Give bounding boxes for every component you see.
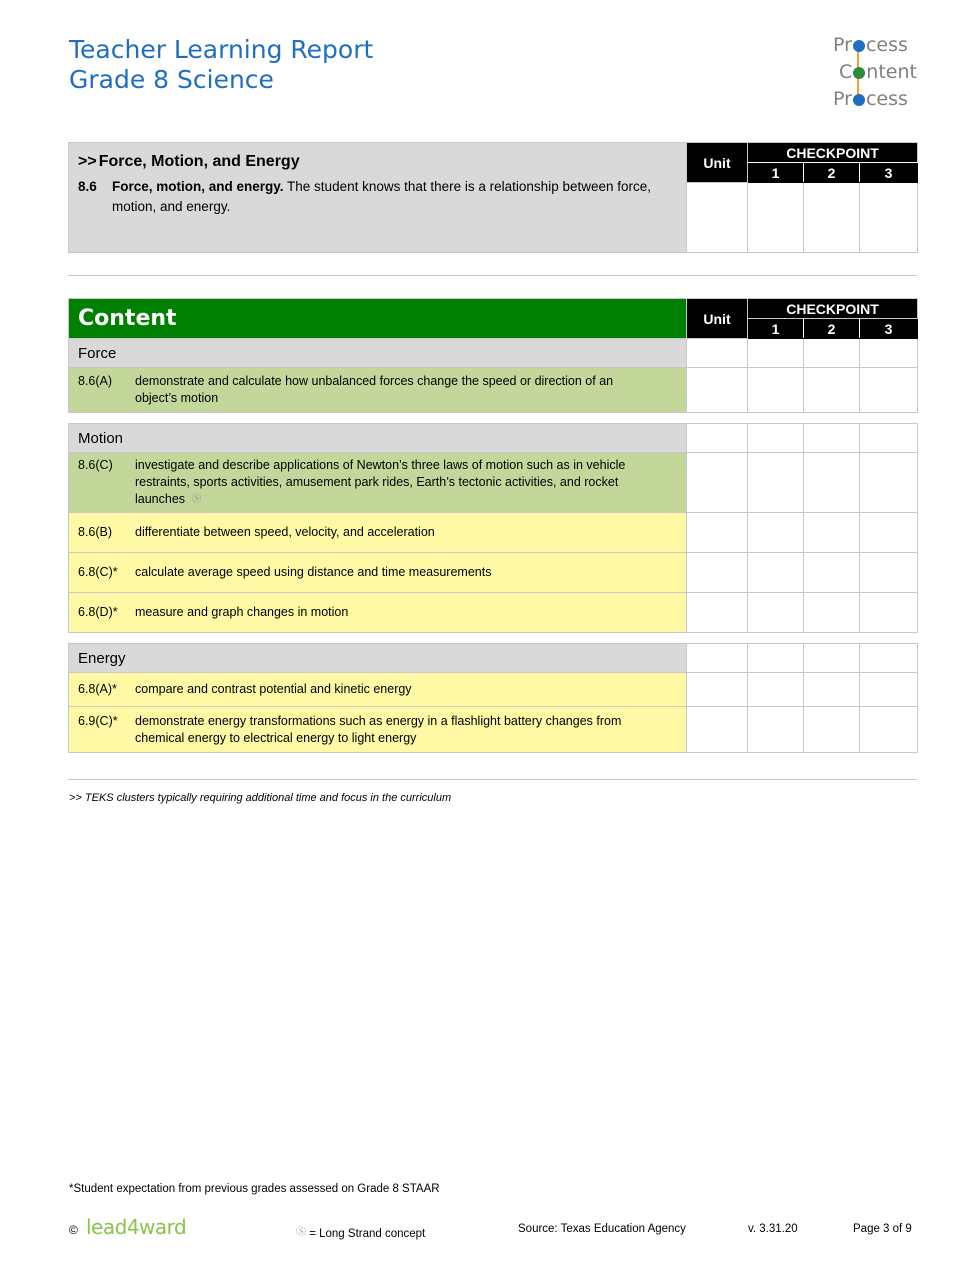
checkpoint-cell[interactable]	[860, 553, 918, 593]
checkpoint-cell[interactable]	[748, 513, 804, 553]
checkpoint-cell[interactable]	[804, 673, 860, 707]
category-header: Force	[69, 339, 687, 368]
checkpoint-cell[interactable]	[804, 707, 860, 753]
long-strand-icon: Ⓢ	[191, 494, 202, 505]
teks-row	[69, 673, 687, 707]
teks-row	[69, 368, 687, 413]
teks-text: investigate and describe applications of Newton’s three laws of motion such as in vehicle restraints, sports activities, amusement park rides, Earth’s tectonic activities, and rocket launches	[135, 458, 626, 506]
title-line-1: Teacher Learning Report	[69, 35, 374, 64]
teks-row	[69, 593, 687, 633]
teks-text: calculate average speed using distance and time measurements	[135, 565, 492, 579]
teks-text: compare and contrast potential and kinetic energy	[135, 682, 412, 696]
teks-text: demonstrate energy transformations such as energy in a flashlight battery changes from chemical energy to electrical energy to light energy	[135, 713, 622, 745]
content-title: Content	[69, 299, 687, 339]
checkpoint-cell[interactable]	[748, 553, 804, 593]
teks-text: measure and graph changes in motion	[135, 605, 349, 619]
content-table	[68, 298, 918, 753]
teks-code: 6.8(A)*	[78, 682, 117, 696]
checkpoint-cell[interactable]	[804, 553, 860, 593]
spacer	[69, 633, 918, 644]
checkpoint-cell[interactable]	[804, 424, 860, 453]
category-header: Motion	[69, 424, 687, 453]
checkpoint-cell[interactable]	[748, 339, 804, 368]
student-expectation-note: *Student expectation from previous grades assessed on Grade 8 STAAR	[69, 1183, 440, 1195]
teks-row	[69, 513, 687, 553]
checkpoint-cell[interactable]	[804, 453, 860, 513]
checkpoint-header: CHECKPOINT	[748, 143, 918, 163]
report-title	[69, 35, 373, 95]
logo-dot-green-icon	[853, 67, 865, 79]
long-strand-icon: Ⓢ	[296, 1227, 306, 1238]
checkpoint-cell[interactable]	[860, 424, 918, 453]
checkpoint-cell[interactable]	[748, 673, 804, 707]
strand-marker: >>	[78, 153, 97, 170]
teks-code: 8.6(A)	[78, 374, 113, 388]
unit-cell[interactable]	[687, 707, 748, 753]
checkpoint-cell[interactable]	[804, 644, 860, 673]
checkpoint-cell[interactable]	[748, 424, 804, 453]
unit-cell[interactable]	[687, 553, 748, 593]
unit-cell[interactable]	[687, 593, 748, 633]
teks-footnote: >> TEKS clusters typically requiring additional time and focus in the curriculum	[69, 792, 452, 804]
checkpoint-cell[interactable]	[804, 593, 860, 633]
logo-dot-blue-icon	[853, 94, 865, 106]
checkpoint-cell[interactable]	[860, 673, 918, 707]
unit-cell[interactable]	[687, 424, 748, 453]
checkpoint-3-header: 3	[860, 319, 918, 339]
teks-row	[69, 707, 687, 753]
strand-title: >> Force, Motion, and Energy	[78, 153, 300, 170]
teks-code: 6.8(C)*	[78, 565, 118, 579]
version: v. 3.31.20	[748, 1223, 798, 1235]
unit-cell[interactable]	[687, 368, 748, 413]
checkpoint-cell[interactable]	[860, 707, 918, 753]
checkpoint-3-header: 3	[860, 163, 918, 183]
checkpoint-1-header: 1	[748, 319, 804, 339]
unit-cell[interactable]	[687, 673, 748, 707]
process-content-process-logo: Pr cess C ntent Pr cess	[833, 34, 917, 110]
checkpoint-cell[interactable]	[748, 707, 804, 753]
teks-code: 6.9(C)*	[78, 713, 118, 728]
divider	[68, 275, 917, 276]
strand-cell	[69, 143, 687, 253]
checkpoint-cell[interactable]	[860, 513, 918, 553]
checkpoint-cell[interactable]	[748, 453, 804, 513]
checkpoint-cell[interactable]	[748, 368, 804, 413]
teks-code: 8.6(B)	[78, 525, 113, 539]
checkpoint-2-header: 2	[804, 163, 860, 183]
unit-header: Unit	[687, 299, 748, 339]
unit-cell[interactable]	[687, 339, 748, 368]
lead4ward-logo: lead4ward	[86, 1215, 187, 1239]
unit-header: Unit	[687, 143, 748, 183]
unit-cell[interactable]	[687, 453, 748, 513]
divider	[68, 779, 917, 780]
source: Source: Texas Education Agency	[518, 1223, 686, 1235]
spacer	[69, 413, 918, 424]
teks-code: 6.8(D)*	[78, 605, 118, 619]
strand-bold: Force, motion, and energy.	[112, 179, 284, 194]
checkpoint-cell[interactable]	[860, 183, 918, 253]
checkpoint-cell[interactable]	[860, 593, 918, 633]
checkpoint-2-header: 2	[804, 319, 860, 339]
teks-code: 8.6(C)	[78, 458, 113, 472]
teks-row	[69, 553, 687, 593]
copyright: ©	[69, 1223, 78, 1237]
strand-table	[68, 142, 918, 253]
checkpoint-cell[interactable]	[804, 513, 860, 553]
teks-text: differentiate between speed, velocity, and acceleration	[135, 525, 435, 539]
logo-dot-blue-icon	[853, 40, 865, 52]
checkpoint-cell[interactable]	[860, 644, 918, 673]
strand-code: 8.6	[78, 179, 97, 194]
unit-cell[interactable]	[687, 183, 748, 253]
page-number: Page 3 of 9	[853, 1223, 912, 1235]
long-strand-legend: Ⓢ = Long Strand concept	[296, 1227, 426, 1240]
checkpoint-cell[interactable]	[860, 368, 918, 413]
checkpoint-cell[interactable]	[748, 183, 804, 253]
checkpoint-cell[interactable]	[748, 593, 804, 633]
checkpoint-cell[interactable]	[860, 339, 918, 368]
checkpoint-header: CHECKPOINT	[748, 299, 918, 319]
checkpoint-cell[interactable]	[804, 368, 860, 413]
title-line-2: Grade 8 Science	[69, 65, 274, 94]
unit-cell[interactable]	[687, 644, 748, 673]
teks-row	[69, 453, 687, 513]
checkpoint-cell[interactable]	[804, 339, 860, 368]
checkpoint-cell[interactable]	[860, 453, 918, 513]
category-header: Energy	[69, 644, 687, 673]
checkpoint-cell[interactable]	[804, 183, 860, 253]
strand-text: The student knows that there is a relationship between force, motion, and energy.	[112, 179, 652, 214]
unit-cell[interactable]	[687, 513, 748, 553]
teks-text: demonstrate and calculate how unbalanced forces change the speed or direction of an object’s motion	[135, 374, 614, 405]
checkpoint-1-header: 1	[748, 163, 804, 183]
checkpoint-cell[interactable]	[748, 644, 804, 673]
